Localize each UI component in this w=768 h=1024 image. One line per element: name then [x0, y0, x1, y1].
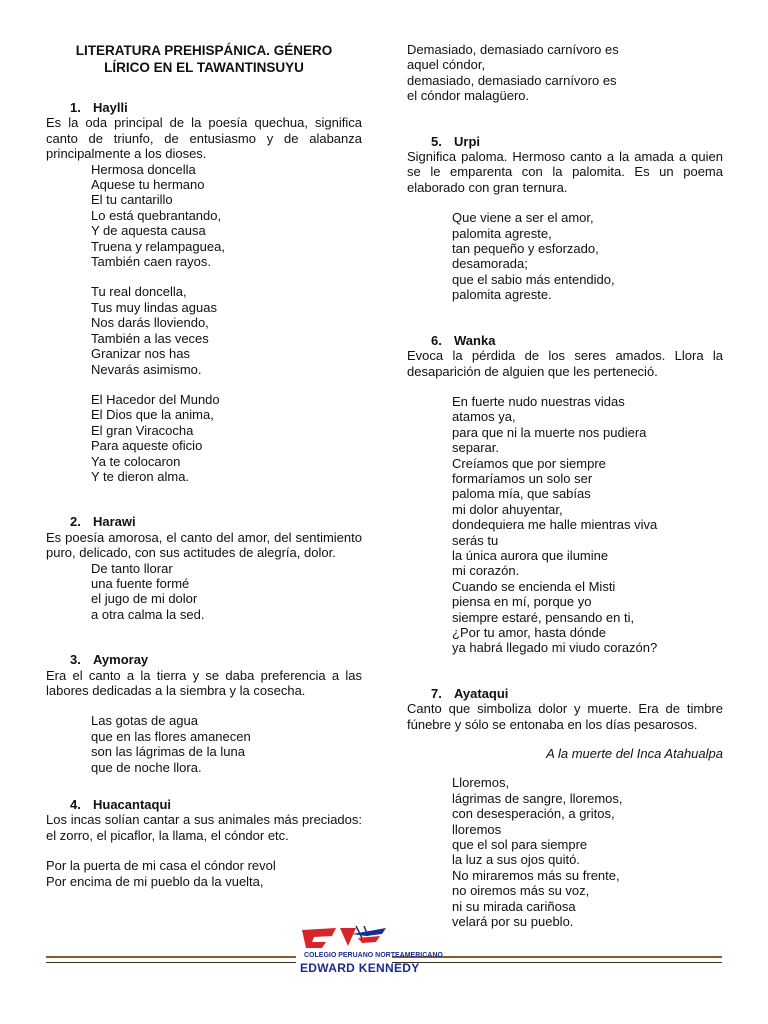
- section-description: Los incas solían cantar a sus animales más preciados: el zorro, el picaflor, la llama, el cóndor etc.: [46, 812, 362, 843]
- section-heading: [46, 652, 362, 667]
- section-urpi: [407, 134, 723, 303]
- poem-line: son las lágrimas de la luna: [91, 744, 245, 760]
- poem-line: Hermosa doncella: [91, 161, 196, 177]
- logo-emblem-icon: [296, 924, 392, 954]
- poem-stanza: [407, 775, 723, 929]
- poem-line: El tu cantarillo: [91, 192, 173, 208]
- section-title: Harawi: [93, 514, 136, 530]
- poem-line: Para aqueste oficio: [91, 438, 203, 454]
- poem-stanza: [407, 394, 723, 656]
- poem-line: a otra calma la sed.: [91, 606, 205, 622]
- section-heading: [407, 686, 723, 701]
- poem-line: El gran Viracocha: [91, 422, 194, 438]
- section-aymoray: [46, 652, 362, 775]
- poem-line: También a las veces: [91, 330, 209, 346]
- poem-line: palomita agreste.: [452, 287, 552, 303]
- poem-line: aquel cóndor,: [407, 57, 486, 73]
- poem-line: el cóndor malagüero.: [407, 88, 530, 104]
- poem-line: lloremos: [452, 821, 502, 837]
- section-heading: [46, 100, 362, 115]
- left-column: [46, 42, 362, 889]
- poem-line: ¿Por tu amor, hasta dónde: [452, 625, 606, 640]
- poem-line: Tus muy lindas aguas: [91, 299, 217, 315]
- poem-line: atamos ya,: [452, 409, 516, 425]
- poem-line: Lloremos,: [452, 775, 510, 791]
- poem-line: Ya te colocaron: [91, 453, 181, 469]
- section-title: Haylli: [93, 100, 128, 115]
- section-heading: [46, 797, 362, 812]
- poem-dedication: A la muerte del Inca Atahualpa: [546, 746, 723, 762]
- poem-line: En fuerte nudo nuestras vidas: [452, 393, 625, 409]
- poem-line: Que viene a ser el amor,: [452, 210, 594, 226]
- poem-line: El Hacedor del Mundo: [91, 391, 220, 407]
- poem-line: con desesperación, a gritos,: [452, 806, 615, 822]
- poem-line: mi corazón.: [452, 563, 520, 579]
- section-number: 5.: [431, 133, 442, 149]
- poem-line: siempre estaré, pensando en ti,: [452, 609, 635, 625]
- section-title: Huacantaqui: [93, 797, 172, 813]
- poem-continuation: [407, 42, 723, 104]
- poem-line: Lo está quebrantando,: [91, 207, 222, 223]
- poem-line: la única aurora que ilumine: [452, 547, 609, 563]
- poem-line: para que ni la muerte nos pudiera: [452, 424, 647, 440]
- poem-line: No miraremos más su frente,: [452, 867, 620, 883]
- poem-line: Por encima de mi pueblo da la vuelta,: [46, 873, 264, 889]
- right-column: [407, 42, 723, 930]
- poem-line: separar.: [452, 440, 499, 456]
- poem-line: que de noche llora.: [91, 759, 202, 775]
- poem-line: Y de aquesta causa: [91, 223, 206, 239]
- poem-stanza: [46, 392, 362, 484]
- page-title: LITERATURA PREHISPÁNICA. GÉNERO LÍRICO EN EL TAWANTINSUYU: [75, 43, 333, 75]
- section-description: Es la oda principal de la poesía quechua, significa canto de triunfo, de entusiasmo y de alabanza principalmente a los dioses.: [46, 115, 362, 162]
- poem-line: que en las flores amanecen: [91, 728, 251, 744]
- section-harawi: [46, 514, 362, 622]
- poem-line: tan pequeño y esforzado,: [452, 241, 599, 257]
- poem-line: velará por su pueblo.: [452, 914, 574, 930]
- section-description: Canto que simboliza dolor y muerte. Era de timbre fúnebre y sólo se entonaba en los días pesarosos.: [407, 701, 723, 732]
- section-title: Urpi: [454, 133, 480, 149]
- section-ayataqui: [407, 686, 723, 930]
- poem-line: formaríamos un solo ser: [452, 470, 593, 486]
- section-haylli: [46, 100, 362, 484]
- poem-stanza: [407, 210, 723, 302]
- poem-line: que el sol para siempre: [452, 837, 588, 853]
- section-number: 2.: [70, 514, 81, 530]
- logo-school-name-main: EDWARD KENNEDY: [300, 961, 420, 975]
- poem-line: Las gotas de agua: [91, 713, 198, 729]
- poem-line: no oiremos más su voz,: [452, 883, 590, 899]
- poem-line: el jugo de mi dolor: [91, 591, 198, 607]
- section-title: Wanka: [454, 332, 496, 348]
- poem-line: demasiado, demasiado carnívoro es: [407, 72, 617, 88]
- poem-line: Nos darás lloviendo,: [91, 315, 209, 331]
- poem-line: palomita agreste,: [452, 225, 552, 241]
- poem-line: Granizar nos has: [91, 346, 190, 362]
- school-logo: [296, 924, 443, 980]
- poem-line: Tu real doncella,: [91, 284, 187, 300]
- section-heading: [407, 134, 723, 149]
- section-number: 3.: [70, 652, 81, 668]
- poem-stanza: [46, 284, 362, 376]
- poem-stanza: [46, 713, 362, 775]
- poem-line: ya habrá llegado mi viudo corazón?: [452, 640, 658, 656]
- section-huacantaqui: [46, 797, 362, 889]
- logo-school-name: COLEGIO PERUANO NORTEAMERICANO: [304, 952, 443, 959]
- section-heading: [46, 514, 362, 529]
- poem-line: Creíamos que por siempre: [452, 455, 606, 471]
- poem-line: una fuente formé: [91, 575, 190, 591]
- section-title: Ayataqui: [454, 685, 509, 701]
- section-description: Era el canto a la tierra y se daba preferencia a las labores dedicadas a la siembra y la cosecha.: [46, 667, 362, 698]
- poem-line: Aquese tu hermano: [91, 177, 205, 193]
- section-number: 1.: [70, 100, 81, 115]
- poem-line: serás tu: [452, 532, 499, 548]
- poem-line: la luz a sus ojos quitó.: [452, 852, 580, 868]
- section-wanka: [407, 333, 723, 656]
- poem-line: Cuando se encienda el Misti: [452, 578, 616, 594]
- poem-line: El Dios que la anima,: [91, 407, 214, 423]
- section-description: Significa paloma. Hermoso canto a la amada a quien se le emparenta con la palomita. Es un poema elaborado con gran ternura.: [407, 149, 723, 195]
- poem-line: De tanto llorar: [91, 560, 173, 576]
- section-title: Aymoray: [93, 652, 149, 668]
- poem-line: Nevarás asimismo.: [91, 361, 202, 377]
- section-description: Evoca la pérdida de los seres amados. Llora la desaparición de alguien que les perteneció.: [407, 348, 723, 379]
- section-number: 4.: [70, 797, 81, 813]
- poem-line: desamorada;: [452, 256, 528, 272]
- section-number: 7.: [431, 685, 442, 701]
- poem-line: lágrimas de sangre, lloremos,: [452, 790, 623, 806]
- poem-line: Truena y relampaguea,: [91, 238, 225, 254]
- section-heading: [407, 333, 723, 348]
- poem-stanza: [46, 561, 362, 623]
- poem-line: paloma mía, que sabías: [452, 486, 591, 502]
- poem-line: dondequiera me halle mientras viva: [452, 517, 658, 533]
- poem-line: Y te dieron alma.: [91, 468, 190, 484]
- poem-stanza: [46, 162, 362, 270]
- poem-line: piensa en mí, porque yo: [452, 594, 592, 610]
- poem-line: mi dolor ahuyentar,: [452, 501, 563, 517]
- poem-line: Por la puerta de mi casa el cóndor revol: [46, 858, 276, 874]
- poem-line: ni su mirada cariñosa: [452, 898, 576, 914]
- section-description: Es poesía amorosa, el canto del amor, del sentimiento puro, delicado, con sus actitudes de alegría, dolor.: [46, 529, 362, 561]
- poem-line: Demasiado, demasiado carnívoro es: [407, 42, 619, 57]
- poem-line: que el sabio más entendido,: [452, 271, 615, 287]
- poem-line: También caen rayos.: [91, 254, 211, 270]
- section-number: 6.: [431, 332, 442, 348]
